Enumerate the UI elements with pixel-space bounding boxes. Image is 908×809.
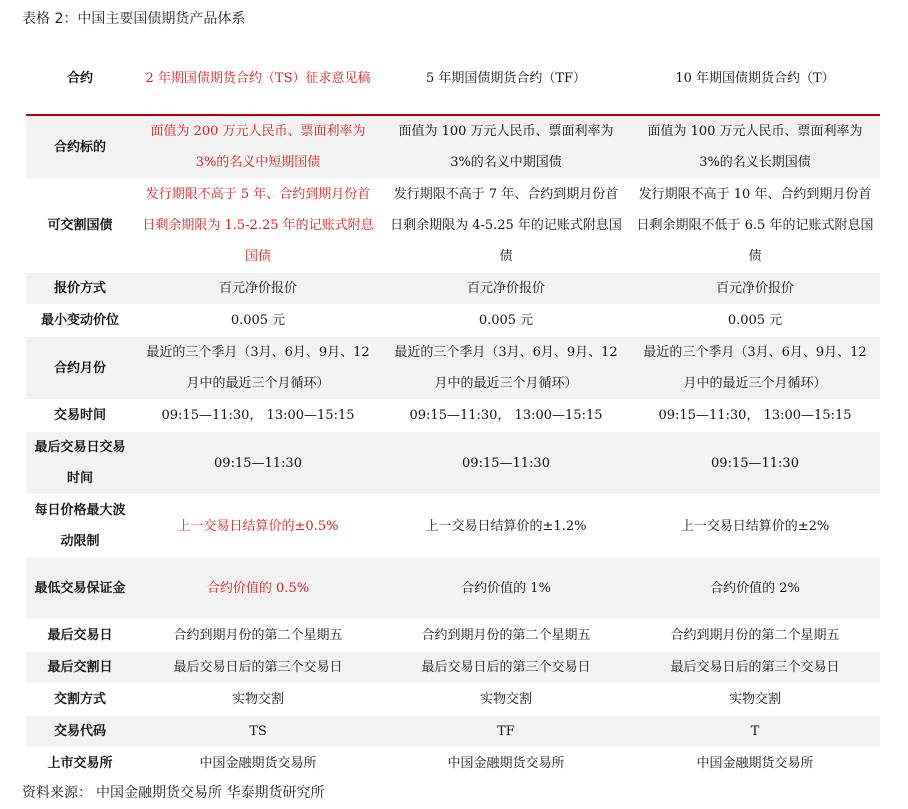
futures-product-table (26, 42, 880, 780)
table-row (26, 273, 880, 305)
cell-ts: 合约价值的 0.5% (134, 558, 382, 620)
table-row (26, 400, 880, 432)
cell-ts: 中国金融期货交易所 (134, 748, 382, 780)
cell-tf: 合约价值的 1% (382, 558, 630, 620)
table-row (26, 652, 880, 684)
cell-t: 合约价值的 2% (630, 558, 880, 620)
cell-ts: 上一交易日结算价的±0.5% (134, 495, 382, 558)
cell-tf: 发行期限不高于 7 年、合约到期月份首日剩余期限为 4-5.25 年的记账式附息国债 (382, 179, 630, 273)
table-row (26, 558, 880, 620)
row-label: 最后交割日 (26, 652, 134, 684)
row-label: 可交割国债 (26, 179, 134, 273)
table-row (26, 116, 880, 179)
cell-ts: 最后交易日后的第三个交易日 (134, 652, 382, 684)
cell-t: 发行期限不高于 10 年、合约到期月份首日剩余期限不低于 6.5 年的记账式附息国债 (630, 179, 880, 273)
cell-t: 百元净价报价 (630, 273, 880, 305)
cell-ts: 0.005 元 (134, 305, 382, 337)
cell-ts: 实物交割 (134, 684, 382, 716)
row-label: 交易时间 (26, 400, 134, 432)
source-label: 资料来源： (22, 785, 92, 801)
cell-tf: 09:15—11:30 (382, 432, 630, 495)
cell-ts: 09:15—11:30， 13:00—15:15 (134, 400, 382, 432)
row-label: 最后交易日 (26, 620, 134, 652)
cell-tf: 最后交易日后的第三个交易日 (382, 652, 630, 684)
cell-t: 09:15—11:30 (630, 432, 880, 495)
table-row (26, 337, 880, 400)
row-label: 合约月份 (26, 337, 134, 400)
source-note (22, 782, 324, 802)
cell-ts: TS (134, 716, 382, 748)
row-label: 最低交易保证金 (26, 558, 134, 620)
table-row (26, 716, 880, 748)
cell-tf: 0.005 元 (382, 305, 630, 337)
cell-t: 上一交易日结算价的±2% (630, 495, 880, 558)
header-tf: 5 年期国债期货合约（TF） (382, 42, 630, 116)
table-row (26, 495, 880, 558)
row-label: 每日价格最大波动限制 (26, 495, 134, 558)
cell-tf: 百元净价报价 (382, 273, 630, 305)
cell-tf: 上一交易日结算价的±1.2% (382, 495, 630, 558)
cell-t: T (630, 716, 880, 748)
table-caption: 表格 2：中国主要国债期货产品体系 (22, 11, 246, 27)
header-t: 10 年期国债期货合约（T） (630, 42, 880, 116)
table-row (26, 305, 880, 337)
row-label: 最小变动价位 (26, 305, 134, 337)
cell-tf: 面值为 100 万元人民币、票面利率为 3%的名义中期国债 (382, 116, 630, 179)
cell-t: 中国金融期货交易所 (630, 748, 880, 780)
table-body (26, 116, 880, 780)
cell-t: 合约到期月份的第二个星期五 (630, 620, 880, 652)
row-label: 报价方式 (26, 273, 134, 305)
cell-tf: 中国金融期货交易所 (382, 748, 630, 780)
cell-tf: 最近的三个季月（3月、6月、9月、12 月中的最近三个月循环） (382, 337, 630, 400)
row-label: 上市交易所 (26, 748, 134, 780)
cell-ts: 合约到期月份的第二个星期五 (134, 620, 382, 652)
cell-ts: 09:15—11:30 (134, 432, 382, 495)
table-row (26, 432, 880, 495)
cell-tf: TF (382, 716, 630, 748)
cell-ts: 发行期限不高于 5 年、合约到期月份首日剩余期限为 1.5-2.25 年的记账式附息国债 (134, 179, 382, 273)
cell-ts: 面值为 200 万元人民币、票面利率为 3%的名义中短期国债 (134, 116, 382, 179)
row-label: 交易代码 (26, 716, 134, 748)
header-ts: 2 年期国债期货合约（TS）征求意见稿 (134, 42, 382, 116)
source-text: 中国金融期货交易所 华泰期货研究所 (96, 785, 325, 801)
cell-t: 最后交易日后的第三个交易日 (630, 652, 880, 684)
table-row (26, 179, 880, 273)
cell-ts: 百元净价报价 (134, 273, 382, 305)
table-row (26, 620, 880, 652)
row-label: 最后交易日交易时间 (26, 432, 134, 495)
header-contract: 合约 (26, 42, 134, 116)
cell-tf: 09:15—11:30， 13:00—15:15 (382, 400, 630, 432)
cell-tf: 实物交割 (382, 684, 630, 716)
table-header (26, 42, 880, 116)
cell-t: 面值为 100 万元人民币、票面利率为 3%的名义长期国债 (630, 116, 880, 179)
cell-t: 实物交割 (630, 684, 880, 716)
row-label: 交割方式 (26, 684, 134, 716)
cell-ts: 最近的三个季月（3月、6月、9月、12 月中的最近三个月循环） (134, 337, 382, 400)
cell-tf: 合约到期月份的第二个星期五 (382, 620, 630, 652)
table-row (26, 684, 880, 716)
row-label: 合约标的 (26, 116, 134, 179)
cell-t: 09:15—11:30， 13:00—15:15 (630, 400, 880, 432)
cell-t: 0.005 元 (630, 305, 880, 337)
table-row (26, 748, 880, 780)
cell-t: 最近的三个季月（3月、6月、9月、12 月中的最近三个月循环） (630, 337, 880, 400)
